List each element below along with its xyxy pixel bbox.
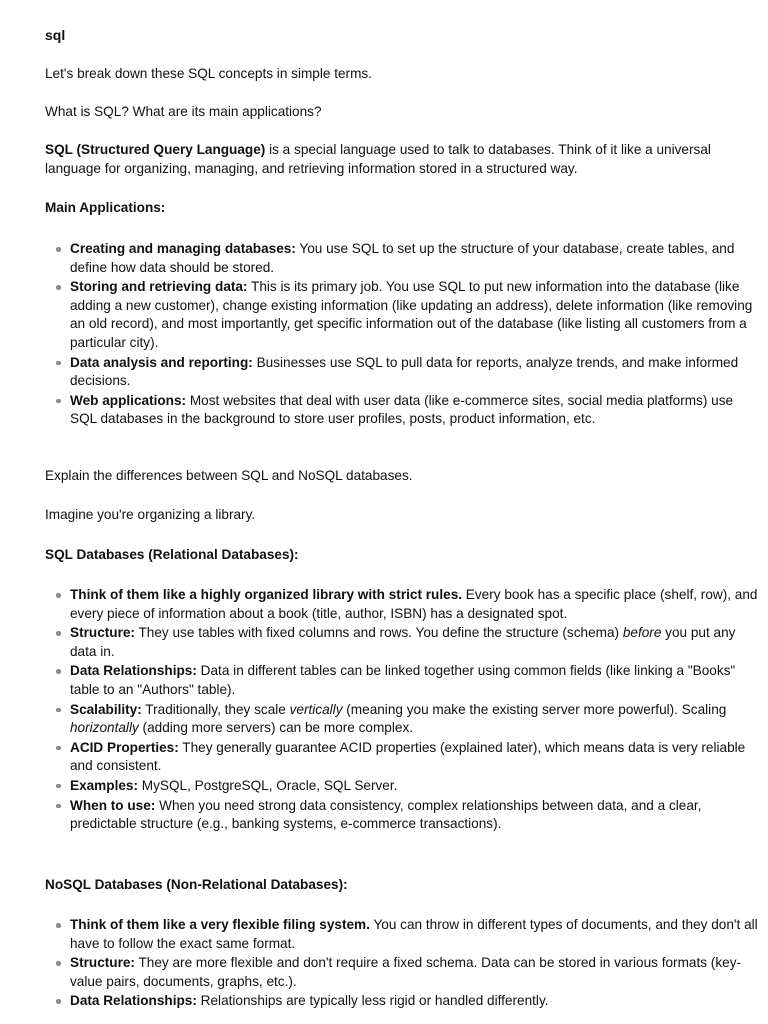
list-item-label: Data Relationships: bbox=[70, 663, 197, 679]
nosql-databases-list bbox=[45, 916, 760, 1012]
question-sql-vs-nosql: Explain the differences between SQL and NoSQL databases. bbox=[45, 468, 413, 483]
list-item-label: Structure: bbox=[70, 955, 135, 971]
list-item bbox=[70, 354, 760, 391]
list-item-text: When you need strong data consistency, complex relationships between data, and a clear, predictable structure (e.g., banking systems, e-commerce transactions). bbox=[70, 797, 702, 832]
nosql-databases-heading: NoSQL Databases (Non-Relational Databases): bbox=[45, 877, 348, 892]
main-applications-list bbox=[45, 240, 760, 430]
question-what-is-sql: What is SQL? What are its main applications? bbox=[45, 104, 322, 119]
list-item bbox=[70, 701, 760, 738]
emphasis-text: horizontally bbox=[70, 720, 139, 736]
list-item bbox=[70, 739, 760, 776]
list-item-label: Data Relationships: bbox=[70, 993, 197, 1009]
emphasis-text: before bbox=[622, 625, 662, 641]
list-item bbox=[70, 777, 760, 796]
list-item-label: Creating and managing databases: bbox=[70, 241, 296, 256]
list-item bbox=[70, 586, 760, 623]
list-item-text: They are more flexible and don't require a fixed schema. Data can be stored in various formats (key-value pairs, documents, graphs, etc.). bbox=[70, 955, 742, 989]
list-item-text: Businesses use SQL to pull data for reports, analyze trends, and make informed decisions. bbox=[70, 354, 739, 389]
list-item-label: Examples: bbox=[70, 777, 139, 793]
list-item-label: When to use: bbox=[70, 797, 156, 813]
list-item-text: Every book has a specific place (shelf, row), and every piece of information about a book (title, author, ISBN) has a designated spot. bbox=[70, 587, 758, 621]
list-item-label: ACID Properties: bbox=[70, 739, 179, 755]
list-item-text: Most websites that deal with user data (like e-commerce sites, social media platforms) use SQL databases in the background to store user profiles, posts, product information, etc. bbox=[70, 392, 734, 427]
list-item-text: They generally guarantee ACID properties (explained later), which means data is very reliable and consistent. bbox=[70, 739, 746, 774]
list-item-label: Think of them like a very flexible filing system. bbox=[70, 917, 370, 932]
intro-paragraph: Let's break down these SQL concepts in simple terms. bbox=[45, 66, 372, 81]
list-item-label: Think of them like a highly organized library with strict rules. bbox=[70, 587, 463, 602]
library-paragraph: Imagine you're organizing a library. bbox=[45, 507, 256, 522]
list-item-text: You can throw in different types of documents, and they don't all have to follow the exact same format. bbox=[70, 917, 758, 951]
sql-definition-paragraph bbox=[45, 141, 735, 178]
list-item-text: This is its primary job. You use SQL to put new information into the database (like adding a new customer), change existing information (like updating an address), delete information (like removing an old record), and most importantly, get specific information out of the database (like listing all customers from a particular city). bbox=[70, 279, 753, 350]
list-item-text: Data in different tables can be linked together using common fields (like linking a "Books" table to an "Authors" table). bbox=[70, 663, 736, 697]
list-item bbox=[70, 662, 760, 699]
list-item-text: MySQL, PostgreSQL, Oracle, SQL Server. bbox=[138, 777, 398, 793]
list-item-label: Storing and retrieving data: bbox=[70, 279, 248, 295]
list-item bbox=[70, 624, 760, 661]
list-item bbox=[70, 240, 760, 277]
list-item-text: you put any data in. bbox=[70, 625, 736, 659]
sql-term: SQL (Structured Query Language) bbox=[45, 142, 266, 157]
list-item-text: Relationships are typically less rigid or handled differently. bbox=[196, 993, 549, 1009]
sql-databases-heading: SQL Databases (Relational Databases): bbox=[45, 547, 299, 562]
list-item bbox=[70, 916, 760, 953]
list-item-text: (meaning you make the existing server more powerful). Scaling bbox=[342, 701, 727, 717]
list-item-label: Web applications: bbox=[70, 392, 187, 408]
main-applications-heading: Main Applications: bbox=[45, 200, 166, 215]
sql-databases-list bbox=[45, 586, 760, 835]
list-item-label: Data analysis and reporting: bbox=[70, 354, 253, 370]
list-item bbox=[70, 797, 760, 834]
list-item-text: They use tables with fixed columns and rows. You define the structure (schema) bbox=[134, 625, 623, 641]
list-item bbox=[70, 278, 760, 352]
list-item-text: Traditionally, they scale bbox=[141, 701, 290, 717]
list-item bbox=[70, 392, 760, 429]
sql-definition-text: is a special language used to talk to databases. Think of it like a universal language for organizing, managing, and retrieving information stored in a structured way. bbox=[45, 142, 711, 176]
page-title: sql bbox=[45, 27, 66, 43]
list-item-text: You use SQL to set up the structure of your database, create tables, and define how data should be stored. bbox=[70, 241, 735, 275]
list-item-label: Structure: bbox=[70, 625, 135, 641]
list-item-text: (adding more servers) can be more complex. bbox=[138, 720, 414, 736]
list-item bbox=[70, 992, 760, 1011]
list-item-label: Scalability: bbox=[70, 701, 142, 717]
list-item bbox=[70, 954, 760, 991]
emphasis-text: vertically bbox=[289, 701, 343, 717]
